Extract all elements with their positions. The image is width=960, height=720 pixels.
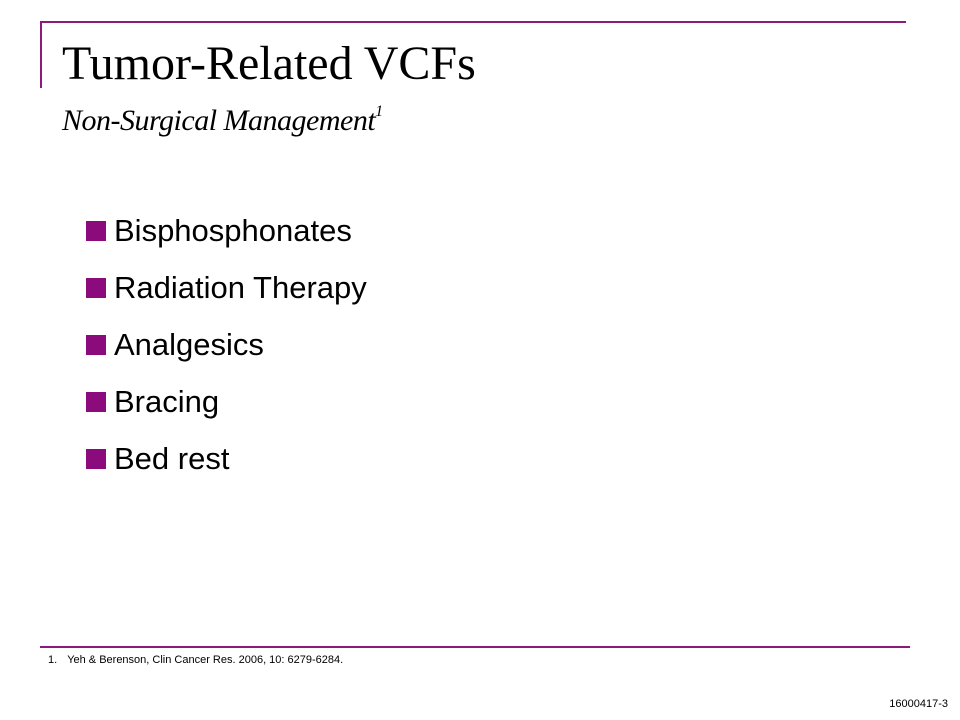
slide-title: Tumor-Related VCFs xyxy=(62,37,476,90)
bullet-item xyxy=(86,316,367,373)
bottom-rule xyxy=(40,646,910,648)
bullet-list xyxy=(86,202,367,487)
top-rule xyxy=(40,21,906,23)
subtitle-footnote-ref: 1 xyxy=(375,103,383,120)
square-bullet-icon xyxy=(86,449,106,469)
slide-code: 16000417-3 xyxy=(889,698,948,710)
bullet-item xyxy=(86,202,367,259)
square-bullet-icon xyxy=(86,335,106,355)
square-bullet-icon xyxy=(86,221,106,241)
bullet-text: Bracing xyxy=(114,383,220,419)
left-rule xyxy=(40,21,42,88)
bullet-item xyxy=(86,430,367,487)
slide-subtitle xyxy=(62,103,383,137)
square-bullet-icon xyxy=(86,392,106,412)
bullet-item xyxy=(86,259,367,316)
footnote xyxy=(48,654,343,666)
subtitle-text: Non-Surgical Management xyxy=(62,104,376,137)
bullet-item xyxy=(86,373,367,430)
bullet-text: Radiation Therapy xyxy=(114,269,367,305)
square-bullet-icon xyxy=(86,278,106,298)
bullet-text: Analgesics xyxy=(114,326,264,362)
footnote-text: Yeh & Berenson, Clin Cancer Res. 2006, 10: 6279-6284. xyxy=(67,654,344,666)
footnote-number: 1. xyxy=(48,654,58,666)
bullet-text: Bed rest xyxy=(114,440,230,476)
bullet-text: Bisphosphonates xyxy=(114,212,352,248)
